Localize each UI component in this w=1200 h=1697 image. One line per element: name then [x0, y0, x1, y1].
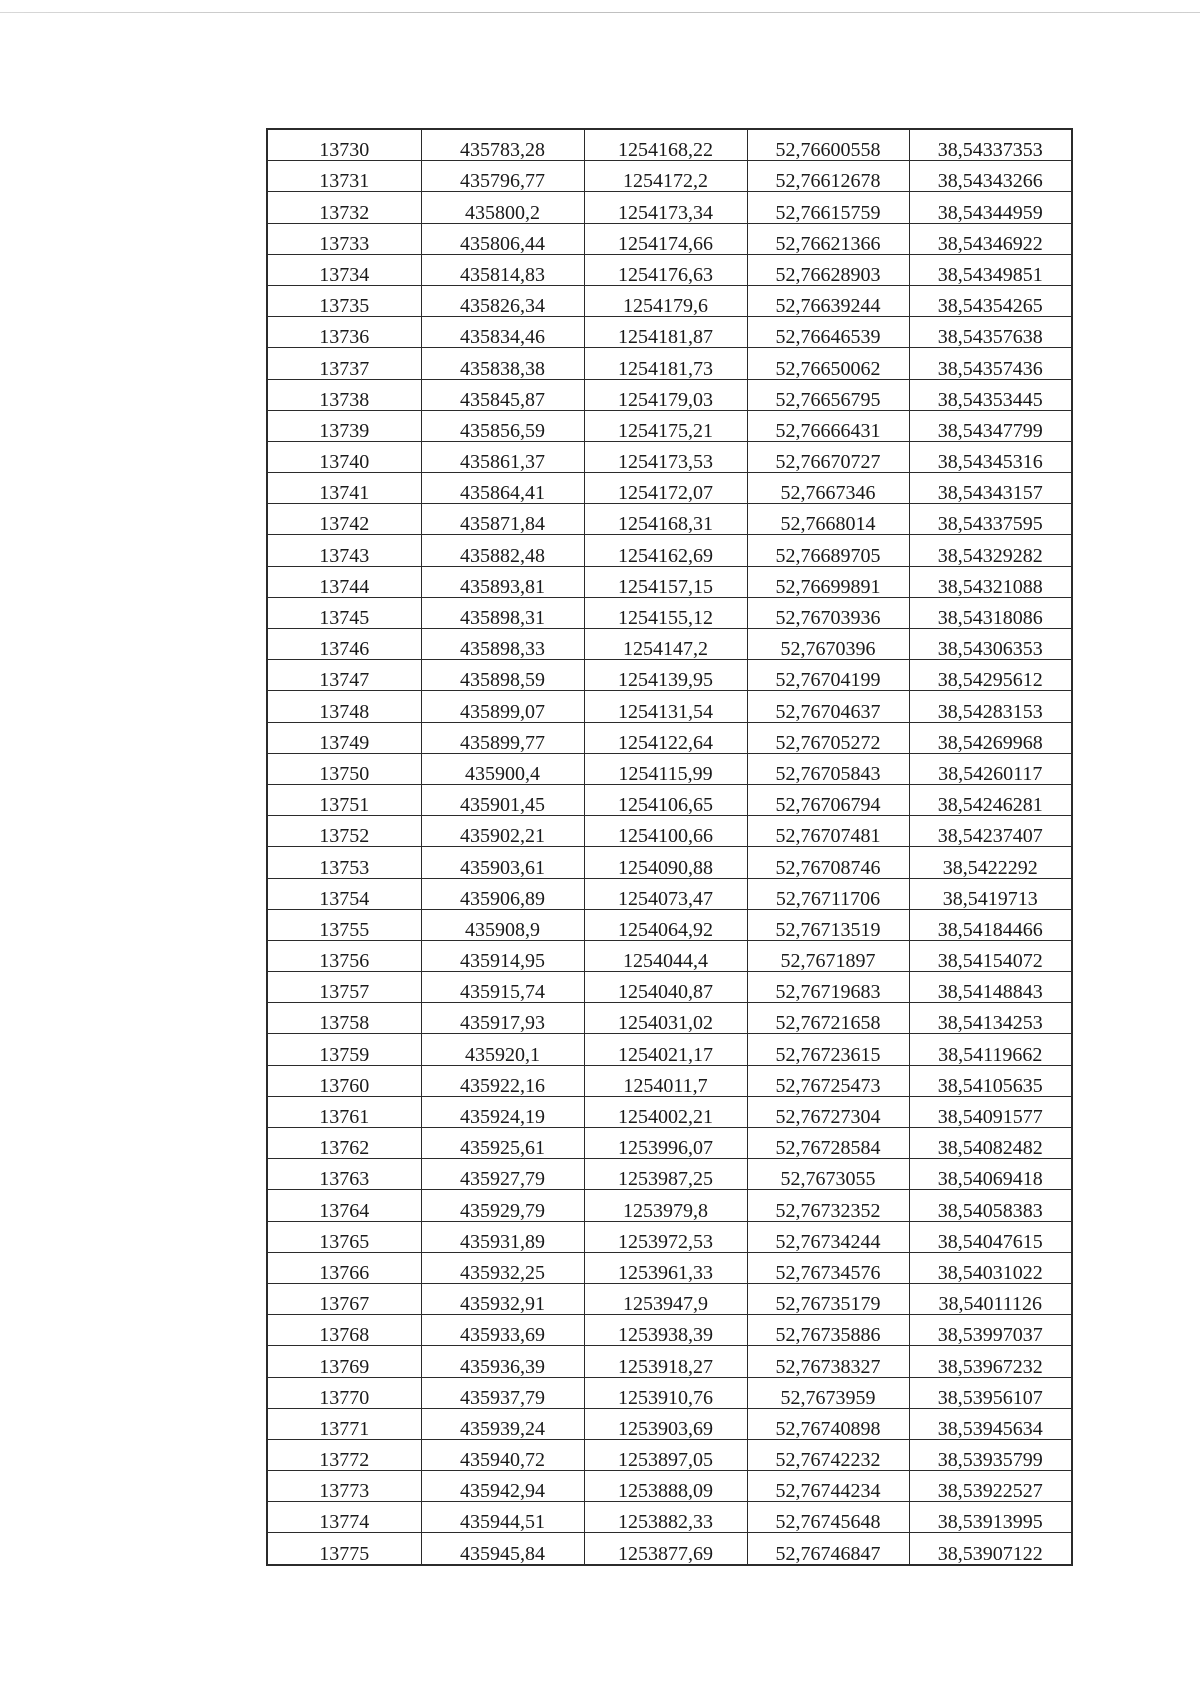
longitude-cell: 38,53922527 — [909, 1471, 1072, 1502]
latitude-cell: 52,76728584 — [747, 1128, 909, 1159]
y-coordinate-cell: 1254162,69 — [584, 535, 747, 566]
x-coordinate-cell: 435944,51 — [421, 1502, 584, 1533]
longitude-cell: 38,53913995 — [909, 1502, 1072, 1533]
x-coordinate-cell: 435826,34 — [421, 285, 584, 316]
table-row — [267, 285, 1072, 316]
point-number-cell: 13732 — [267, 192, 421, 223]
longitude-cell: 38,54148843 — [909, 972, 1072, 1003]
longitude-cell: 38,54237407 — [909, 816, 1072, 847]
table-row — [267, 504, 1072, 535]
x-coordinate-cell: 435927,79 — [421, 1159, 584, 1190]
latitude-cell: 52,76670727 — [747, 441, 909, 472]
longitude-cell: 38,54184466 — [909, 909, 1072, 940]
table-row — [267, 722, 1072, 753]
point-number-cell: 13739 — [267, 410, 421, 441]
latitude-cell: 52,76706794 — [747, 784, 909, 815]
longitude-cell: 38,54134253 — [909, 1003, 1072, 1034]
longitude-cell: 38,54306353 — [909, 629, 1072, 660]
point-number-cell: 13747 — [267, 660, 421, 691]
table-row — [267, 161, 1072, 192]
x-coordinate-cell: 435920,1 — [421, 1034, 584, 1065]
longitude-cell: 38,53997037 — [909, 1315, 1072, 1346]
y-coordinate-cell: 1253882,33 — [584, 1502, 747, 1533]
x-coordinate-cell: 435931,89 — [421, 1221, 584, 1252]
table-row — [267, 1003, 1072, 1034]
longitude-cell: 38,54337595 — [909, 504, 1072, 535]
table-row — [267, 1096, 1072, 1127]
longitude-cell: 38,54337353 — [909, 129, 1072, 161]
longitude-cell: 38,54047615 — [909, 1221, 1072, 1252]
point-number-cell: 13748 — [267, 691, 421, 722]
table-row — [267, 816, 1072, 847]
point-number-cell: 13736 — [267, 317, 421, 348]
latitude-cell: 52,76689705 — [747, 535, 909, 566]
table-row — [267, 1533, 1072, 1565]
latitude-cell: 52,76639244 — [747, 285, 909, 316]
latitude-cell: 52,76725473 — [747, 1065, 909, 1096]
point-number-cell: 13754 — [267, 878, 421, 909]
point-number-cell: 13734 — [267, 254, 421, 285]
y-coordinate-cell: 1254174,66 — [584, 223, 747, 254]
table-row — [267, 1315, 1072, 1346]
point-number-cell: 13765 — [267, 1221, 421, 1252]
table-row — [267, 972, 1072, 1003]
longitude-cell: 38,54321088 — [909, 566, 1072, 597]
point-number-cell: 13753 — [267, 847, 421, 878]
x-coordinate-cell: 435856,59 — [421, 410, 584, 441]
table-row — [267, 192, 1072, 223]
x-coordinate-cell: 435898,31 — [421, 597, 584, 628]
longitude-cell: 38,5422292 — [909, 847, 1072, 878]
y-coordinate-cell: 1254179,03 — [584, 379, 747, 410]
latitude-cell: 52,76646539 — [747, 317, 909, 348]
longitude-cell: 38,54346922 — [909, 223, 1072, 254]
y-coordinate-cell: 1254131,54 — [584, 691, 747, 722]
point-number-cell: 13775 — [267, 1533, 421, 1565]
table-row — [267, 379, 1072, 410]
point-number-cell: 13743 — [267, 535, 421, 566]
longitude-cell: 38,54343266 — [909, 161, 1072, 192]
longitude-cell: 38,53907122 — [909, 1533, 1072, 1565]
x-coordinate-cell: 435908,9 — [421, 909, 584, 940]
point-number-cell: 13741 — [267, 473, 421, 504]
latitude-cell: 52,76745648 — [747, 1502, 909, 1533]
latitude-cell: 52,76713519 — [747, 909, 909, 940]
table-row — [267, 1221, 1072, 1252]
latitude-cell: 52,76732352 — [747, 1190, 909, 1221]
table-row — [267, 1159, 1072, 1190]
y-coordinate-cell: 1254106,65 — [584, 784, 747, 815]
point-number-cell: 13757 — [267, 972, 421, 1003]
table-row — [267, 129, 1072, 161]
table-row — [267, 1065, 1072, 1096]
latitude-cell: 52,76656795 — [747, 379, 909, 410]
latitude-cell: 52,76742232 — [747, 1439, 909, 1470]
x-coordinate-cell: 435924,19 — [421, 1096, 584, 1127]
point-number-cell: 13746 — [267, 629, 421, 660]
table-row — [267, 1190, 1072, 1221]
point-number-cell: 13758 — [267, 1003, 421, 1034]
table-row — [267, 1439, 1072, 1470]
point-number-cell: 13769 — [267, 1346, 421, 1377]
y-coordinate-cell: 1253910,76 — [584, 1377, 747, 1408]
y-coordinate-cell: 1254115,99 — [584, 753, 747, 784]
point-number-cell: 13770 — [267, 1377, 421, 1408]
longitude-cell: 38,53956107 — [909, 1377, 1072, 1408]
x-coordinate-cell: 435906,89 — [421, 878, 584, 909]
scan-edge-line — [0, 12, 1200, 13]
point-number-cell: 13738 — [267, 379, 421, 410]
point-number-cell: 13733 — [267, 223, 421, 254]
point-number-cell: 13749 — [267, 722, 421, 753]
latitude-cell: 52,7668014 — [747, 504, 909, 535]
latitude-cell: 52,76612678 — [747, 161, 909, 192]
x-coordinate-cell: 435915,74 — [421, 972, 584, 1003]
y-coordinate-cell: 1254064,92 — [584, 909, 747, 940]
x-coordinate-cell: 435899,07 — [421, 691, 584, 722]
longitude-cell: 38,54091577 — [909, 1096, 1072, 1127]
table-row — [267, 1377, 1072, 1408]
y-coordinate-cell: 1254044,4 — [584, 940, 747, 971]
table-row — [267, 473, 1072, 504]
table-row — [267, 597, 1072, 628]
latitude-cell: 52,76746847 — [747, 1533, 909, 1565]
point-number-cell: 13730 — [267, 129, 421, 161]
latitude-cell: 52,76727304 — [747, 1096, 909, 1127]
x-coordinate-cell: 435903,61 — [421, 847, 584, 878]
point-number-cell: 13767 — [267, 1283, 421, 1314]
table-row — [267, 1471, 1072, 1502]
y-coordinate-cell: 1253972,53 — [584, 1221, 747, 1252]
y-coordinate-cell: 1253897,05 — [584, 1439, 747, 1470]
longitude-cell: 38,53945634 — [909, 1408, 1072, 1439]
x-coordinate-cell: 435942,94 — [421, 1471, 584, 1502]
x-coordinate-cell: 435925,61 — [421, 1128, 584, 1159]
longitude-cell: 38,54318086 — [909, 597, 1072, 628]
longitude-cell: 38,54344959 — [909, 192, 1072, 223]
table-row — [267, 441, 1072, 472]
x-coordinate-cell: 435937,79 — [421, 1377, 584, 1408]
x-coordinate-cell: 435893,81 — [421, 566, 584, 597]
x-coordinate-cell: 435796,77 — [421, 161, 584, 192]
x-coordinate-cell: 435783,28 — [421, 129, 584, 161]
latitude-cell: 52,76704637 — [747, 691, 909, 722]
y-coordinate-cell: 1254168,31 — [584, 504, 747, 535]
table-row — [267, 691, 1072, 722]
table-row — [267, 753, 1072, 784]
table-row — [267, 1346, 1072, 1377]
latitude-cell: 52,76705843 — [747, 753, 909, 784]
point-number-cell: 13773 — [267, 1471, 421, 1502]
latitude-cell: 52,76704199 — [747, 660, 909, 691]
longitude-cell: 38,54011126 — [909, 1283, 1072, 1314]
y-coordinate-cell: 1253979,8 — [584, 1190, 747, 1221]
longitude-cell: 38,54269968 — [909, 722, 1072, 753]
x-coordinate-cell: 435929,79 — [421, 1190, 584, 1221]
point-number-cell: 13774 — [267, 1502, 421, 1533]
y-coordinate-cell: 1253903,69 — [584, 1408, 747, 1439]
x-coordinate-cell: 435861,37 — [421, 441, 584, 472]
latitude-cell: 52,76719683 — [747, 972, 909, 1003]
x-coordinate-cell: 435939,24 — [421, 1408, 584, 1439]
table-row — [267, 629, 1072, 660]
point-number-cell: 13745 — [267, 597, 421, 628]
table-row — [267, 317, 1072, 348]
y-coordinate-cell: 1254090,88 — [584, 847, 747, 878]
y-coordinate-cell: 1254179,6 — [584, 285, 747, 316]
longitude-cell: 38,53935799 — [909, 1439, 1072, 1470]
longitude-cell: 38,54082482 — [909, 1128, 1072, 1159]
longitude-cell: 38,54329282 — [909, 535, 1072, 566]
longitude-cell: 38,54119662 — [909, 1034, 1072, 1065]
x-coordinate-cell: 435932,91 — [421, 1283, 584, 1314]
latitude-cell: 52,76650062 — [747, 348, 909, 379]
point-number-cell: 13735 — [267, 285, 421, 316]
x-coordinate-cell: 435898,33 — [421, 629, 584, 660]
latitude-cell: 52,7670396 — [747, 629, 909, 660]
longitude-cell: 38,54354265 — [909, 285, 1072, 316]
point-number-cell: 13762 — [267, 1128, 421, 1159]
longitude-cell: 38,54347799 — [909, 410, 1072, 441]
point-number-cell: 13760 — [267, 1065, 421, 1096]
table-row — [267, 1252, 1072, 1283]
point-number-cell: 13761 — [267, 1096, 421, 1127]
y-coordinate-cell: 1254031,02 — [584, 1003, 747, 1034]
y-coordinate-cell: 1253947,9 — [584, 1283, 747, 1314]
table-row — [267, 410, 1072, 441]
y-coordinate-cell: 1254175,21 — [584, 410, 747, 441]
latitude-cell: 52,76621366 — [747, 223, 909, 254]
longitude-cell: 38,54283153 — [909, 691, 1072, 722]
latitude-cell: 52,7667346 — [747, 473, 909, 504]
x-coordinate-cell: 435945,84 — [421, 1533, 584, 1565]
table-row — [267, 1502, 1072, 1533]
latitude-cell: 52,7671897 — [747, 940, 909, 971]
y-coordinate-cell: 1253888,09 — [584, 1471, 747, 1502]
point-number-cell: 13731 — [267, 161, 421, 192]
point-number-cell: 13744 — [267, 566, 421, 597]
point-number-cell: 13766 — [267, 1252, 421, 1283]
x-coordinate-cell: 435922,16 — [421, 1065, 584, 1096]
y-coordinate-cell: 1254002,21 — [584, 1096, 747, 1127]
longitude-cell: 38,54353445 — [909, 379, 1072, 410]
x-coordinate-cell: 435800,2 — [421, 192, 584, 223]
x-coordinate-cell: 435871,84 — [421, 504, 584, 535]
longitude-cell: 38,54031022 — [909, 1252, 1072, 1283]
coordinate-table — [266, 128, 1073, 1566]
y-coordinate-cell: 1254172,07 — [584, 473, 747, 504]
table-row — [267, 784, 1072, 815]
point-number-cell: 13771 — [267, 1408, 421, 1439]
longitude-cell: 38,54357436 — [909, 348, 1072, 379]
y-coordinate-cell: 1254172,2 — [584, 161, 747, 192]
latitude-cell: 52,76699891 — [747, 566, 909, 597]
latitude-cell: 52,76744234 — [747, 1471, 909, 1502]
longitude-cell: 38,54058383 — [909, 1190, 1072, 1221]
point-number-cell: 13763 — [267, 1159, 421, 1190]
x-coordinate-cell: 435917,93 — [421, 1003, 584, 1034]
y-coordinate-cell: 1253918,27 — [584, 1346, 747, 1377]
latitude-cell: 52,76615759 — [747, 192, 909, 223]
point-number-cell: 13751 — [267, 784, 421, 815]
latitude-cell: 52,76735886 — [747, 1315, 909, 1346]
point-number-cell: 13740 — [267, 441, 421, 472]
y-coordinate-cell: 1254173,34 — [584, 192, 747, 223]
y-coordinate-cell: 1254155,12 — [584, 597, 747, 628]
y-coordinate-cell: 1254021,17 — [584, 1034, 747, 1065]
y-coordinate-cell: 1254139,95 — [584, 660, 747, 691]
point-number-cell: 13742 — [267, 504, 421, 535]
point-number-cell: 13755 — [267, 909, 421, 940]
x-coordinate-cell: 435838,38 — [421, 348, 584, 379]
x-coordinate-cell: 435898,59 — [421, 660, 584, 691]
x-coordinate-cell: 435901,45 — [421, 784, 584, 815]
point-number-cell: 13750 — [267, 753, 421, 784]
latitude-cell: 52,7673959 — [747, 1377, 909, 1408]
point-number-cell: 13756 — [267, 940, 421, 971]
latitude-cell: 52,76711706 — [747, 878, 909, 909]
x-coordinate-cell: 435933,69 — [421, 1315, 584, 1346]
table-row — [267, 223, 1072, 254]
latitude-cell: 52,76666431 — [747, 410, 909, 441]
table-row — [267, 254, 1072, 285]
latitude-cell: 52,76721658 — [747, 1003, 909, 1034]
y-coordinate-cell: 1253961,33 — [584, 1252, 747, 1283]
x-coordinate-cell: 435864,41 — [421, 473, 584, 504]
table-row — [267, 1128, 1072, 1159]
latitude-cell: 52,76738327 — [747, 1346, 909, 1377]
longitude-cell: 38,54357638 — [909, 317, 1072, 348]
table-row — [267, 348, 1072, 379]
latitude-cell: 52,76707481 — [747, 816, 909, 847]
point-number-cell: 13768 — [267, 1315, 421, 1346]
table-row — [267, 847, 1072, 878]
y-coordinate-cell: 1254122,64 — [584, 722, 747, 753]
longitude-cell: 38,53967232 — [909, 1346, 1072, 1377]
x-coordinate-cell: 435902,21 — [421, 816, 584, 847]
x-coordinate-cell: 435940,72 — [421, 1439, 584, 1470]
y-coordinate-cell: 1253996,07 — [584, 1128, 747, 1159]
latitude-cell: 52,76708746 — [747, 847, 909, 878]
x-coordinate-cell: 435936,39 — [421, 1346, 584, 1377]
longitude-cell: 38,54343157 — [909, 473, 1072, 504]
latitude-cell: 52,76703936 — [747, 597, 909, 628]
longitude-cell: 38,54105635 — [909, 1065, 1072, 1096]
table-row — [267, 1034, 1072, 1065]
y-coordinate-cell: 1254168,22 — [584, 129, 747, 161]
x-coordinate-cell: 435845,87 — [421, 379, 584, 410]
y-coordinate-cell: 1253987,25 — [584, 1159, 747, 1190]
x-coordinate-cell: 435882,48 — [421, 535, 584, 566]
latitude-cell: 52,76740898 — [747, 1408, 909, 1439]
longitude-cell: 38,54069418 — [909, 1159, 1072, 1190]
latitude-cell: 52,76735179 — [747, 1283, 909, 1314]
point-number-cell: 13764 — [267, 1190, 421, 1221]
point-number-cell: 13772 — [267, 1439, 421, 1470]
y-coordinate-cell: 1253938,39 — [584, 1315, 747, 1346]
y-coordinate-cell: 1253877,69 — [584, 1533, 747, 1565]
x-coordinate-cell: 435900,4 — [421, 753, 584, 784]
y-coordinate-cell: 1254181,73 — [584, 348, 747, 379]
longitude-cell: 38,5419713 — [909, 878, 1072, 909]
latitude-cell: 52,76734576 — [747, 1252, 909, 1283]
table-row — [267, 909, 1072, 940]
y-coordinate-cell: 1254147,2 — [584, 629, 747, 660]
latitude-cell: 52,76723615 — [747, 1034, 909, 1065]
y-coordinate-cell: 1254073,47 — [584, 878, 747, 909]
latitude-cell: 52,76600558 — [747, 129, 909, 161]
longitude-cell: 38,54246281 — [909, 784, 1072, 815]
table-row — [267, 878, 1072, 909]
longitude-cell: 38,54349851 — [909, 254, 1072, 285]
table-row — [267, 1408, 1072, 1439]
table-row — [267, 940, 1072, 971]
longitude-cell: 38,54345316 — [909, 441, 1072, 472]
y-coordinate-cell: 1254040,87 — [584, 972, 747, 1003]
y-coordinate-cell: 1254011,7 — [584, 1065, 747, 1096]
table-row — [267, 1283, 1072, 1314]
x-coordinate-cell: 435814,83 — [421, 254, 584, 285]
y-coordinate-cell: 1254176,63 — [584, 254, 747, 285]
x-coordinate-cell: 435914,95 — [421, 940, 584, 971]
x-coordinate-cell: 435899,77 — [421, 722, 584, 753]
coordinate-table-body — [267, 129, 1072, 1565]
longitude-cell: 38,54295612 — [909, 660, 1072, 691]
latitude-cell: 52,76628903 — [747, 254, 909, 285]
table-row — [267, 566, 1072, 597]
longitude-cell: 38,54154072 — [909, 940, 1072, 971]
latitude-cell: 52,76734244 — [747, 1221, 909, 1252]
x-coordinate-cell: 435834,46 — [421, 317, 584, 348]
x-coordinate-cell: 435806,44 — [421, 223, 584, 254]
table-row — [267, 660, 1072, 691]
point-number-cell: 13759 — [267, 1034, 421, 1065]
point-number-cell: 13752 — [267, 816, 421, 847]
latitude-cell: 52,7673055 — [747, 1159, 909, 1190]
table-row — [267, 535, 1072, 566]
y-coordinate-cell: 1254100,66 — [584, 816, 747, 847]
latitude-cell: 52,76705272 — [747, 722, 909, 753]
y-coordinate-cell: 1254181,87 — [584, 317, 747, 348]
y-coordinate-cell: 1254157,15 — [584, 566, 747, 597]
point-number-cell: 13737 — [267, 348, 421, 379]
longitude-cell: 38,54260117 — [909, 753, 1072, 784]
x-coordinate-cell: 435932,25 — [421, 1252, 584, 1283]
y-coordinate-cell: 1254173,53 — [584, 441, 747, 472]
